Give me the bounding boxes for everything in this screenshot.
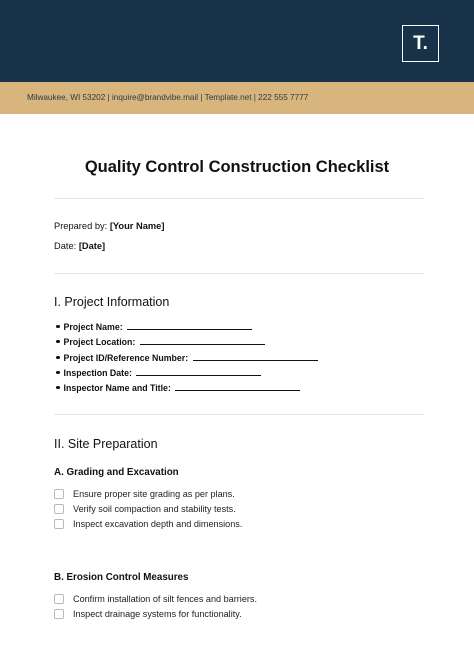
bullet-dot (56, 386, 60, 390)
document-title: Quality Control Construction Checklist (84, 158, 390, 176)
bullet-dot (56, 325, 60, 329)
blank-line[interactable] (136, 367, 261, 376)
checklist-item (54, 609, 242, 620)
section-heading: II. Site Preparation (54, 437, 158, 451)
prepared-by-value: [Your Name] (109, 221, 165, 231)
field-label: Project ID/Reference Number (63, 353, 186, 363)
checklist-item-text: Verify soil compaction and stability tests. (73, 504, 236, 514)
prepared-by-line (54, 221, 164, 231)
checklist-item (54, 519, 242, 530)
checklist-item-text: Inspect excavation depth and dimensions. (73, 519, 243, 529)
checklist-item (54, 594, 257, 605)
checklist-item (54, 504, 236, 515)
divider (54, 414, 424, 415)
field-label: Project Location (63, 337, 133, 347)
field-label: Inspection Date (63, 368, 129, 378)
brand-logo (402, 25, 439, 62)
field-label: Inspector Name and Title (63, 383, 168, 393)
divider (54, 273, 424, 274)
field-project-name: Project Name: (56, 321, 252, 332)
blank-line[interactable] (175, 382, 300, 391)
date-value: [Date] (78, 241, 106, 251)
section-heading: I. Project Information (54, 295, 170, 309)
prepared-by-label: Prepared by: (54, 221, 110, 231)
checkbox[interactable] (54, 519, 64, 529)
checkbox[interactable] (54, 504, 64, 514)
checklist-item-text: Ensure proper site grading as per plans. (73, 489, 235, 499)
contact-info: Milwaukee, WI 53202 | inquire@brandvibe.mail | Template.net | 222 555 7777 (27, 93, 309, 102)
checklist-item-text: Confirm installation of silt fences and barriers. (73, 594, 257, 604)
blank-line[interactable] (140, 336, 265, 345)
divider (54, 198, 424, 199)
blank-line[interactable] (193, 352, 318, 361)
field-label: Project Name (63, 322, 120, 332)
checkbox[interactable] (54, 609, 64, 619)
date-label: Date: (54, 241, 79, 251)
field-inspection-date: Inspection Date: (56, 367, 261, 378)
subsection-heading: B. Erosion Control Measures (54, 572, 189, 583)
field-project-id: Project ID/Reference Number: (56, 352, 318, 363)
blank-line[interactable] (127, 321, 252, 330)
subsection-heading: A. Grading and Excavation (54, 467, 179, 478)
date-line (54, 241, 105, 251)
checkbox[interactable] (54, 489, 64, 499)
checklist-item (54, 489, 235, 500)
header-bar (0, 0, 474, 82)
checkbox[interactable] (54, 594, 64, 604)
bullet-dot (56, 340, 60, 344)
bullet-dot (56, 371, 60, 375)
field-inspector-name: Inspector Name and Title: (56, 382, 300, 393)
checklist-item-text: Inspect drainage systems for functionality. (73, 609, 242, 619)
field-project-location: Project Location: (56, 336, 265, 347)
bullet-dot (56, 356, 60, 360)
logo-text: T. (413, 32, 428, 54)
